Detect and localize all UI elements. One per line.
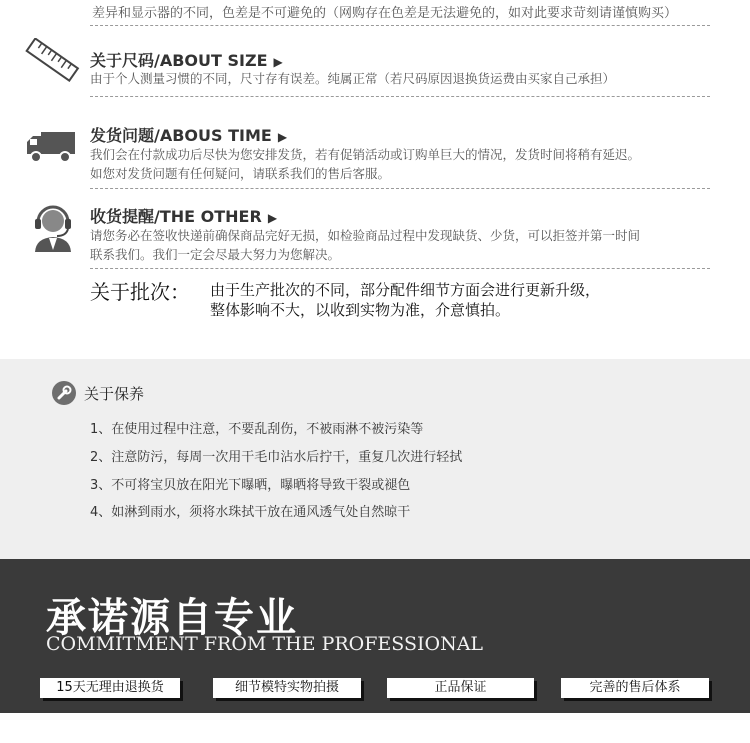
batch-line-1: 由于生产批次的不同，部分配件细节方面会进行更新升级， (210, 281, 601, 299)
receiving-section-heading (90, 204, 277, 227)
shipping-line-1: 我们会在付款成功后尽快为您安排发货，若有促销活动或订购单巨大的情况，发货时间将稍有延迟。 (90, 147, 641, 162)
badge-return-policy: 15天无理由退换货 (40, 678, 180, 698)
shipping-section-heading (90, 123, 287, 146)
commitment-title: 承诺源自专业 (46, 595, 298, 641)
care-item: 2、注意防污，每周一次用干毛巾沾水后拧干，重复几次进行轻拭 (90, 450, 463, 465)
wrench-icon (52, 381, 76, 405)
size-section-heading (90, 48, 283, 71)
divider (90, 96, 710, 97)
batch-label: 关于批次： (90, 280, 190, 304)
care-title: 关于保养 (84, 385, 145, 403)
size-section-title: 关于尺码/ABOUT SIZE (90, 51, 268, 70)
receiving-section-description (90, 226, 640, 264)
arrow-right-icon: ▶ (267, 211, 278, 225)
ruler-icon (24, 38, 80, 86)
receiving-line-1: 请您务必在签收快递前确保商品完好无损，如检验商品过程中发现缺货、少货，可以拒签并第一时间 (90, 228, 641, 243)
shipping-line-2: 如您对发货问题有任何疑问，请联系我们的售后客服。 (90, 166, 391, 181)
badge-real-photos: 细节模特实物拍摄 (213, 678, 361, 698)
page-bottom (0, 713, 750, 743)
shipping-section-title: 发货问题/ABOUS TIME (90, 126, 272, 145)
care-item: 4、如淋到雨水，须将水珠拭干放在通风透气处自然晾干 (90, 505, 411, 520)
badge-genuine-guarantee: 正品保证 (387, 678, 534, 698)
divider (90, 268, 710, 269)
commitment-subtitle: COMMITMENT FROM THE PROFESSIONAL (46, 633, 484, 655)
size-section-description (90, 69, 615, 88)
size-line-1: 由于个人测量习惯的不同，尺寸存有误差。纯属正常（若尺码原因退换货运费由买家自己承担） (90, 71, 616, 86)
receiving-line-2: 联系我们。我们一定会尽最大努力为您解决。 (90, 247, 341, 262)
arrow-right-icon: ▶ (273, 55, 283, 69)
customer-service-icon (30, 200, 76, 258)
divider (90, 25, 710, 26)
care-item: 1、在使用过程中注意，不要乱刮伤，不被雨淋不被污染等 (90, 422, 424, 437)
batch-text (210, 280, 600, 320)
batch-line-2: 整体影响不大，以收到实物为准，介意慎拍。 (210, 301, 511, 319)
badge-after-sales: 完善的售后体系 (561, 678, 709, 698)
truck-icon (25, 130, 77, 168)
arrow-right-icon: ▶ (277, 130, 288, 144)
divider (90, 188, 710, 189)
receiving-section-title: 收货提醒/THE OTHER (90, 207, 262, 226)
care-item: 3、不可将宝贝放在阳光下曝晒，曝晒将导致干裂或褪色 (90, 478, 411, 493)
shipping-section-description (90, 145, 640, 183)
color-difference-note: 差异和显示器的不同，色差是不可避免的（网购存在色差是无法避免的，如对此要求苛刻请谨慎购买） (92, 6, 678, 21)
